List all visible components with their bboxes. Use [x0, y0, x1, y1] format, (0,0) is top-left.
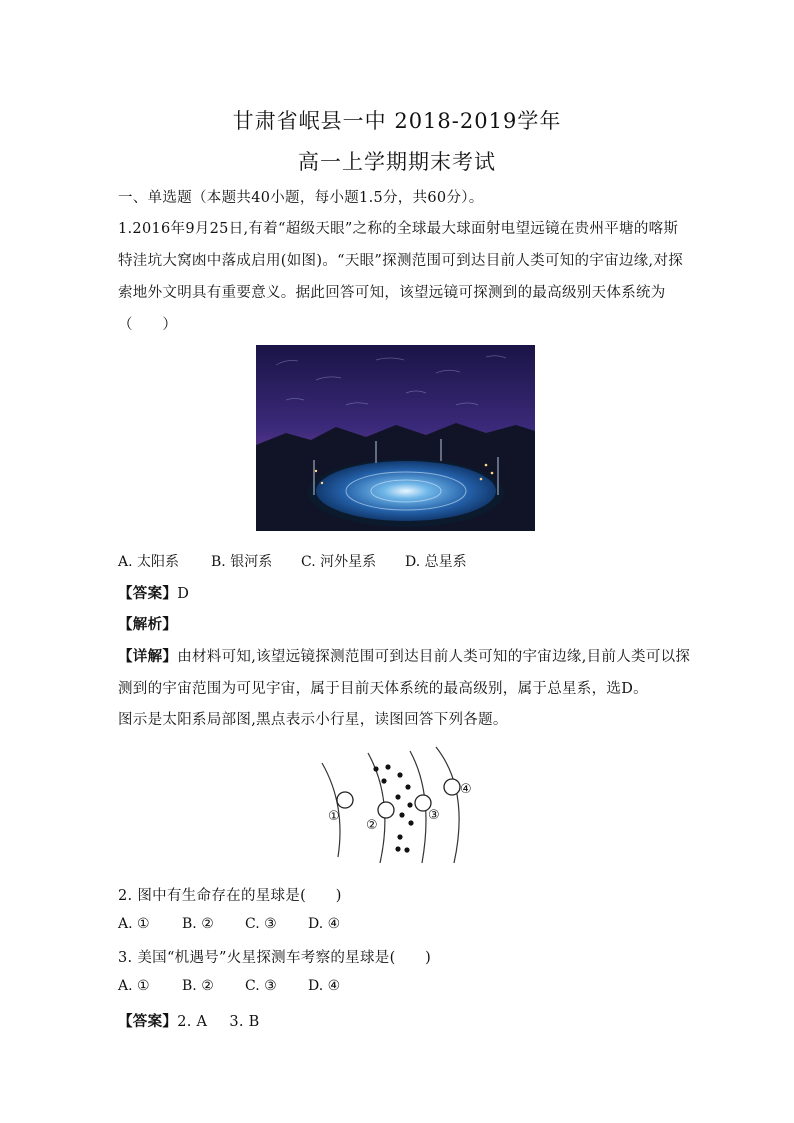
q1-line-2: 特洼坑大窝凼中落成启用(如图)。“天眼”探测范围可到达目前人类可知的宇宙边缘,对探: [118, 253, 684, 269]
q1-option-b: B. 银河系: [211, 554, 273, 570]
section-heading: 一、单选题（本题共40小题，每小题1.5分，共60分）。: [118, 190, 484, 206]
q3-option-c: C. ③: [245, 978, 277, 994]
planet-2: [378, 802, 394, 818]
q2-option-c: C. ③: [245, 916, 277, 932]
analysis-label: 【解析】: [118, 616, 178, 633]
q1-line-1: 1.2016年9月25日,有着“超级天眼”之称的全球最大球面射电望远镜在贵州平塘的喀斯: [118, 221, 679, 237]
answer-2-value: 2. A: [177, 1014, 208, 1030]
q3-text: 3. 美国“机遇号”火星探测车考察的星球是( ): [118, 950, 432, 966]
answer-2-3: [118, 1010, 260, 1031]
label-1: ①: [328, 809, 340, 824]
document-title-line2: 高一上学期期末考试: [298, 150, 496, 174]
label-4: ④: [460, 782, 472, 797]
answer-2-3-label: 【答案】: [118, 1013, 178, 1030]
q1-line-3: 索地外文明具有重要意义。据此回答可知，该望远镜可探测到的最高级别天体系统为: [118, 285, 666, 301]
label-3: ③: [428, 808, 440, 823]
label-2: ②: [366, 818, 378, 833]
q2-option-b: B. ②: [182, 916, 214, 932]
answer-label: 【答案】: [118, 585, 178, 602]
q2-option-a: A. ①: [118, 916, 150, 932]
detail-line-2: 测到的宇宙范围为可见宇宙，属于目前天体系统的最高级别，属于总星系，选D。: [118, 681, 648, 697]
detail-label: 【详解】: [118, 648, 178, 665]
document-title-line1: 甘肃省岷县一中 2018-2019学年: [232, 109, 562, 133]
answer-value: D: [177, 586, 190, 602]
telescope-night-image: [256, 345, 535, 531]
orbit-diagram-svg: [318, 745, 478, 865]
fast-telescope-photo: [256, 345, 535, 531]
detail-line-1: [118, 645, 690, 666]
planet-4: [444, 779, 460, 795]
q2-option-d: D. ④: [308, 916, 341, 932]
orbit-4: [436, 747, 459, 863]
q3-option-a: A. ①: [118, 978, 150, 994]
q3-option-b: B. ②: [182, 978, 214, 994]
planet-1: [337, 792, 353, 808]
q3-option-d: D. ④: [308, 978, 341, 994]
answer-3-value: 3. B: [229, 1014, 260, 1030]
solar-system-diagram: [318, 745, 478, 865]
diagram-intro: 图示是太阳系局部图,黑点表示小行星，读图回答下列各题。: [118, 712, 508, 728]
q2-text: 2. 图中有生命存在的星球是( ): [118, 888, 342, 904]
q1-option-c: C. 河外星系: [301, 554, 377, 570]
q1-option-d: D. 总星系: [405, 554, 467, 570]
q1-answer: [118, 582, 189, 603]
detail-text-1: 由材料可知,该望远镜探测范围可到达目前人类可知的宇宙边缘,目前人类可以探: [177, 649, 691, 665]
q1-option-a: A. 太阳系: [118, 554, 180, 570]
q1-line-4: （ ）: [118, 317, 178, 333]
